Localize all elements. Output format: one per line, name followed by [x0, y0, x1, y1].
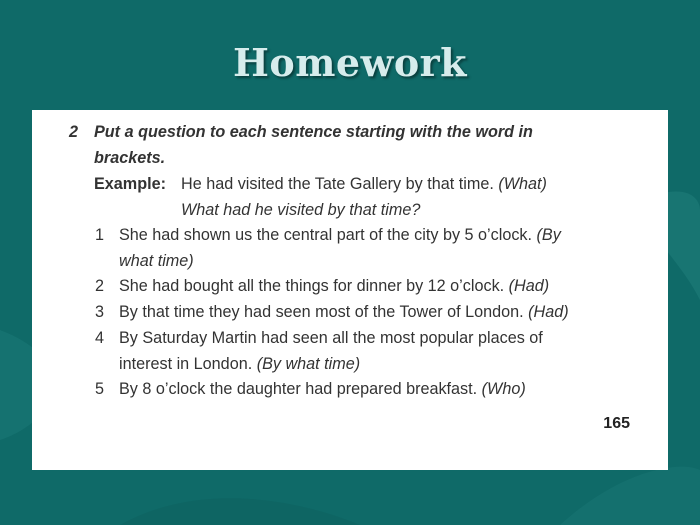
item-number-4: 4: [95, 329, 105, 347]
item-number-2: 2: [95, 277, 105, 295]
item-1-text: She had shown us the central part of the city by 5 o’clock.: [119, 226, 533, 244]
item-5-text: By 8 o’clock the daughter had prepared breakfast.: [119, 380, 478, 398]
example-answer: What had he visited by that time?: [181, 201, 421, 219]
textbook-page: [32, 110, 668, 470]
item-3-text: By that time they had seen most of the Tower of London.: [119, 303, 524, 321]
instruction-line-2: brackets.: [94, 149, 166, 167]
item-1-line: [119, 226, 561, 245]
item-number-1: 1: [95, 226, 105, 244]
item-2-line: [119, 277, 549, 296]
item-1-hint-end: what time): [119, 252, 194, 270]
example-hint: (What): [498, 175, 547, 193]
example-sentence: He had visited the Tate Gallery by that time.: [181, 175, 494, 193]
item-2-hint: (Had): [508, 277, 550, 295]
example-line: [181, 175, 547, 194]
item-4-text-line-1: By Saturday Martin had seen all the most popular places of: [119, 329, 543, 347]
page-number: 165: [603, 415, 630, 432]
example-label: Example:: [94, 175, 166, 193]
item-number-3: 3: [95, 303, 105, 321]
item-3-line: [119, 303, 569, 322]
exercise-number: 2: [69, 123, 79, 141]
item-1-hint-start: (By: [536, 226, 561, 244]
item-5-line: [119, 380, 526, 399]
item-4-line-2: [119, 355, 360, 374]
item-4-text-line-2: interest in London.: [119, 355, 253, 373]
item-number-5: 5: [95, 380, 105, 398]
item-5-hint: (Who): [481, 380, 526, 398]
item-2-text: She had bought all the things for dinner by 12 o’clock.: [119, 277, 505, 295]
item-4-hint: (By what time): [256, 355, 361, 373]
instruction-line-1: Put a question to each sentence starting with the word in: [94, 123, 533, 141]
slide-title: Homework: [232, 40, 468, 85]
item-3-hint: (Had): [528, 303, 569, 321]
